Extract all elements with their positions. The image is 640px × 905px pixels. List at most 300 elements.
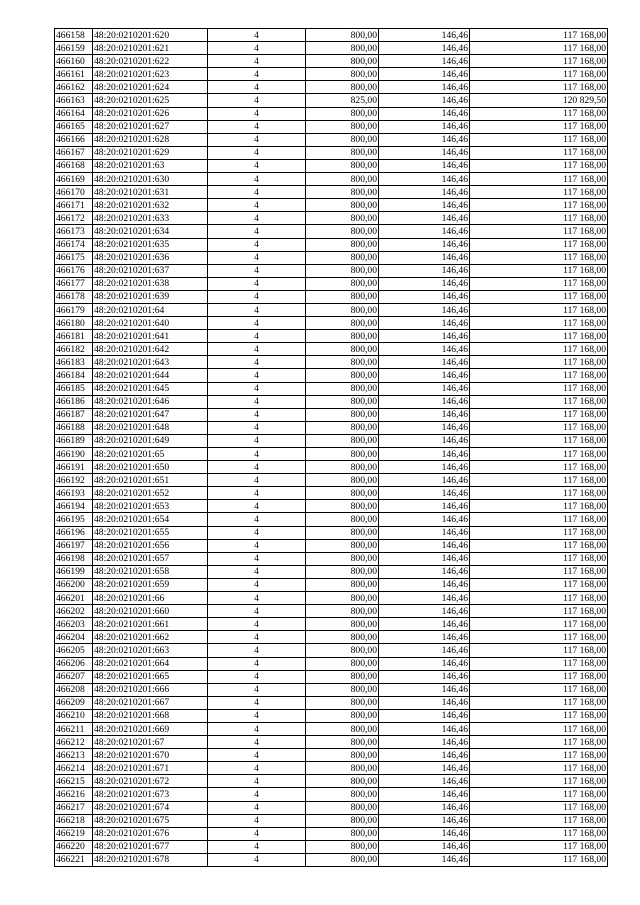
quantity-cell: 4 [208, 303, 306, 316]
table-row [55, 330, 608, 343]
value-cell: 117 168,00 [470, 238, 608, 251]
value-cell: 117 168,00 [470, 290, 608, 303]
table-row [55, 605, 608, 618]
quantity-cell: 4 [208, 578, 306, 591]
table-row [55, 487, 608, 500]
cadastral-number-cell: 48:20:0210201:624 [93, 81, 208, 94]
value-cell: 117 168,00 [470, 251, 608, 264]
table-row [55, 814, 608, 827]
table-row [55, 290, 608, 303]
rate-cell: 146,46 [379, 696, 470, 709]
cadastral-number-cell: 48:20:0210201:677 [93, 840, 208, 853]
area-cell: 800,00 [306, 631, 379, 644]
cadastral-number-cell: 48:20:0210201:673 [93, 788, 208, 801]
cadastral-value-table [54, 28, 608, 867]
area-cell: 800,00 [306, 814, 379, 827]
rate-cell: 146,46 [379, 722, 470, 735]
rate-cell: 146,46 [379, 618, 470, 631]
cadastral-number-cell: 48:20:0210201:658 [93, 565, 208, 578]
value-cell: 117 168,00 [470, 369, 608, 382]
area-cell: 800,00 [306, 29, 379, 42]
record-id-cell: 466209 [55, 696, 93, 709]
rate-cell: 146,46 [379, 212, 470, 225]
area-cell: 800,00 [306, 736, 379, 749]
area-cell: 800,00 [306, 356, 379, 369]
quantity-cell: 4 [208, 133, 306, 146]
quantity-cell: 4 [208, 212, 306, 225]
value-cell: 117 168,00 [470, 670, 608, 683]
area-cell: 800,00 [306, 264, 379, 277]
area-cell: 800,00 [306, 670, 379, 683]
quantity-cell: 4 [208, 277, 306, 290]
area-cell: 800,00 [306, 290, 379, 303]
quantity-cell: 4 [208, 644, 306, 657]
value-cell: 117 168,00 [470, 683, 608, 696]
rate-cell: 146,46 [379, 474, 470, 487]
value-cell: 117 168,00 [470, 644, 608, 657]
table-row [55, 657, 608, 670]
rate-cell: 146,46 [379, 68, 470, 81]
record-id-cell: 466194 [55, 500, 93, 513]
cadastral-number-cell: 48:20:0210201:63 [93, 159, 208, 172]
rate-cell: 146,46 [379, 277, 470, 290]
cadastral-number-cell: 48:20:0210201:650 [93, 461, 208, 474]
record-id-cell: 466203 [55, 618, 93, 631]
area-cell: 800,00 [306, 722, 379, 735]
value-cell: 117 168,00 [470, 853, 608, 866]
table-row [55, 107, 608, 120]
record-id-cell: 466195 [55, 513, 93, 526]
value-cell: 117 168,00 [470, 709, 608, 722]
cadastral-number-cell: 48:20:0210201:620 [93, 29, 208, 42]
quantity-cell: 4 [208, 853, 306, 866]
table-row [55, 474, 608, 487]
area-cell: 800,00 [306, 526, 379, 539]
table-row [55, 29, 608, 42]
quantity-cell: 4 [208, 565, 306, 578]
rate-cell: 146,46 [379, 238, 470, 251]
cadastral-number-cell: 48:20:0210201:654 [93, 513, 208, 526]
cadastral-number-cell: 48:20:0210201:630 [93, 173, 208, 186]
quantity-cell: 4 [208, 762, 306, 775]
value-cell: 117 168,00 [470, 120, 608, 133]
record-id-cell: 466204 [55, 631, 93, 644]
cadastral-number-cell: 48:20:0210201:626 [93, 107, 208, 120]
record-id-cell: 466210 [55, 709, 93, 722]
record-id-cell: 466190 [55, 448, 93, 461]
rate-cell: 146,46 [379, 827, 470, 840]
cadastral-number-cell: 48:20:0210201:621 [93, 42, 208, 55]
value-cell: 117 168,00 [470, 592, 608, 605]
rate-cell: 146,46 [379, 343, 470, 356]
cadastral-number-cell: 48:20:0210201:649 [93, 434, 208, 447]
table-row [55, 68, 608, 81]
area-cell: 800,00 [306, 186, 379, 199]
quantity-cell: 4 [208, 500, 306, 513]
record-id-cell: 466220 [55, 840, 93, 853]
cadastral-number-cell: 48:20:0210201:668 [93, 709, 208, 722]
quantity-cell: 4 [208, 225, 306, 238]
cadastral-number-cell: 48:20:0210201:634 [93, 225, 208, 238]
cadastral-number-cell: 48:20:0210201:663 [93, 644, 208, 657]
rate-cell: 146,46 [379, 814, 470, 827]
quantity-cell: 4 [208, 290, 306, 303]
area-cell: 800,00 [306, 343, 379, 356]
quantity-cell: 4 [208, 120, 306, 133]
quantity-cell: 4 [208, 55, 306, 68]
record-id-cell: 466214 [55, 762, 93, 775]
table-row [55, 565, 608, 578]
area-cell: 800,00 [306, 173, 379, 186]
record-id-cell: 466189 [55, 434, 93, 447]
rate-cell: 146,46 [379, 775, 470, 788]
quantity-cell: 4 [208, 317, 306, 330]
record-id-cell: 466158 [55, 29, 93, 42]
record-id-cell: 466213 [55, 749, 93, 762]
rate-cell: 146,46 [379, 251, 470, 264]
area-cell: 800,00 [306, 199, 379, 212]
record-id-cell: 466197 [55, 539, 93, 552]
area-cell: 800,00 [306, 317, 379, 330]
rate-cell: 146,46 [379, 749, 470, 762]
value-cell: 117 168,00 [470, 565, 608, 578]
rate-cell: 146,46 [379, 395, 470, 408]
value-cell: 117 168,00 [470, 343, 608, 356]
value-cell: 117 168,00 [470, 395, 608, 408]
quantity-cell: 4 [208, 68, 306, 81]
table-row [55, 238, 608, 251]
area-cell: 800,00 [306, 277, 379, 290]
quantity-cell: 4 [208, 552, 306, 565]
quantity-cell: 4 [208, 683, 306, 696]
record-id-cell: 466211 [55, 722, 93, 735]
area-cell: 800,00 [306, 330, 379, 343]
record-id-cell: 466191 [55, 461, 93, 474]
table-row [55, 421, 608, 434]
value-cell: 117 168,00 [470, 840, 608, 853]
cadastral-number-cell: 48:20:0210201:675 [93, 814, 208, 827]
area-cell: 800,00 [306, 696, 379, 709]
record-id-cell: 466172 [55, 212, 93, 225]
cadastral-number-cell: 48:20:0210201:656 [93, 539, 208, 552]
rate-cell: 146,46 [379, 853, 470, 866]
table-row [55, 159, 608, 172]
cadastral-number-cell: 48:20:0210201:657 [93, 552, 208, 565]
value-cell: 117 168,00 [470, 539, 608, 552]
table-row [55, 552, 608, 565]
record-id-cell: 466184 [55, 369, 93, 382]
table-row [55, 827, 608, 840]
quantity-cell: 4 [208, 199, 306, 212]
value-cell: 117 168,00 [470, 186, 608, 199]
value-cell: 117 168,00 [470, 173, 608, 186]
rate-cell: 146,46 [379, 421, 470, 434]
record-id-cell: 466161 [55, 68, 93, 81]
quantity-cell: 4 [208, 369, 306, 382]
table-row [55, 631, 608, 644]
cadastral-number-cell: 48:20:0210201:639 [93, 290, 208, 303]
value-cell: 117 168,00 [470, 199, 608, 212]
table-row [55, 683, 608, 696]
rate-cell: 146,46 [379, 159, 470, 172]
value-cell: 117 168,00 [470, 526, 608, 539]
record-id-cell: 466201 [55, 592, 93, 605]
record-id-cell: 466217 [55, 801, 93, 814]
area-cell: 800,00 [306, 212, 379, 225]
record-id-cell: 466199 [55, 565, 93, 578]
area-cell: 800,00 [306, 853, 379, 866]
record-id-cell: 466171 [55, 199, 93, 212]
area-cell: 800,00 [306, 107, 379, 120]
table-row [55, 212, 608, 225]
record-id-cell: 466208 [55, 683, 93, 696]
record-id-cell: 466188 [55, 421, 93, 434]
rate-cell: 146,46 [379, 186, 470, 199]
quantity-cell: 4 [208, 238, 306, 251]
record-id-cell: 466202 [55, 605, 93, 618]
value-cell: 117 168,00 [470, 356, 608, 369]
quantity-cell: 4 [208, 709, 306, 722]
rate-cell: 146,46 [379, 173, 470, 186]
cadastral-number-cell: 48:20:0210201:632 [93, 199, 208, 212]
quantity-cell: 4 [208, 42, 306, 55]
quantity-cell: 4 [208, 657, 306, 670]
record-id-cell: 466182 [55, 343, 93, 356]
rate-cell: 146,46 [379, 539, 470, 552]
value-cell: 117 168,00 [470, 578, 608, 591]
record-id-cell: 466174 [55, 238, 93, 251]
value-cell: 117 168,00 [470, 29, 608, 42]
cadastral-number-cell: 48:20:0210201:629 [93, 146, 208, 159]
area-cell: 800,00 [306, 788, 379, 801]
area-cell: 800,00 [306, 539, 379, 552]
value-cell: 120 829,50 [470, 94, 608, 107]
record-id-cell: 466215 [55, 775, 93, 788]
table-row [55, 343, 608, 356]
area-cell: 800,00 [306, 801, 379, 814]
table-row [55, 173, 608, 186]
table-row [55, 592, 608, 605]
value-cell: 117 168,00 [470, 408, 608, 421]
table-row [55, 788, 608, 801]
rate-cell: 146,46 [379, 840, 470, 853]
record-id-cell: 466193 [55, 487, 93, 500]
record-id-cell: 466219 [55, 827, 93, 840]
cadastral-number-cell: 48:20:0210201:628 [93, 133, 208, 146]
cadastral-number-cell: 48:20:0210201:643 [93, 356, 208, 369]
value-cell: 117 168,00 [470, 605, 608, 618]
cadastral-number-cell: 48:20:0210201:678 [93, 853, 208, 866]
quantity-cell: 4 [208, 618, 306, 631]
record-id-cell: 466173 [55, 225, 93, 238]
table-row [55, 722, 608, 735]
record-id-cell: 466176 [55, 264, 93, 277]
rate-cell: 146,46 [379, 199, 470, 212]
area-cell: 800,00 [306, 120, 379, 133]
rate-cell: 146,46 [379, 605, 470, 618]
rate-cell: 146,46 [379, 657, 470, 670]
cadastral-number-cell: 48:20:0210201:625 [93, 94, 208, 107]
record-id-cell: 466175 [55, 251, 93, 264]
area-cell: 800,00 [306, 159, 379, 172]
table-row [55, 500, 608, 513]
quantity-cell: 4 [208, 736, 306, 749]
value-cell: 117 168,00 [470, 618, 608, 631]
record-id-cell: 466198 [55, 552, 93, 565]
cadastral-number-cell: 48:20:0210201:631 [93, 186, 208, 199]
area-cell: 800,00 [306, 775, 379, 788]
table-row [55, 120, 608, 133]
rate-cell: 146,46 [379, 120, 470, 133]
record-id-cell: 466212 [55, 736, 93, 749]
record-id-cell: 466183 [55, 356, 93, 369]
quantity-cell: 4 [208, 146, 306, 159]
table-row [55, 199, 608, 212]
cadastral-number-cell: 48:20:0210201:676 [93, 827, 208, 840]
value-cell: 117 168,00 [470, 107, 608, 120]
cadastral-number-cell: 48:20:0210201:642 [93, 343, 208, 356]
table-row [55, 408, 608, 421]
area-cell: 800,00 [306, 448, 379, 461]
table-row [55, 775, 608, 788]
record-id-cell: 466200 [55, 578, 93, 591]
area-cell: 800,00 [306, 749, 379, 762]
value-cell: 117 168,00 [470, 500, 608, 513]
record-id-cell: 466165 [55, 120, 93, 133]
value-cell: 117 168,00 [470, 42, 608, 55]
table-row [55, 448, 608, 461]
cadastral-number-cell: 48:20:0210201:674 [93, 801, 208, 814]
rate-cell: 146,46 [379, 461, 470, 474]
rate-cell: 146,46 [379, 565, 470, 578]
record-id-cell: 466168 [55, 159, 93, 172]
table-row [55, 277, 608, 290]
quantity-cell: 4 [208, 814, 306, 827]
table-row [55, 303, 608, 316]
cadastral-number-cell: 48:20:0210201:664 [93, 657, 208, 670]
area-cell: 800,00 [306, 618, 379, 631]
record-id-cell: 466167 [55, 146, 93, 159]
quantity-cell: 4 [208, 526, 306, 539]
rate-cell: 146,46 [379, 709, 470, 722]
value-cell: 117 168,00 [470, 461, 608, 474]
value-cell: 117 168,00 [470, 277, 608, 290]
rate-cell: 146,46 [379, 107, 470, 120]
area-cell: 800,00 [306, 382, 379, 395]
table-row [55, 709, 608, 722]
value-cell: 117 168,00 [470, 775, 608, 788]
table-row [55, 317, 608, 330]
table-row [55, 618, 608, 631]
area-cell: 800,00 [306, 461, 379, 474]
area-cell: 800,00 [306, 513, 379, 526]
table-row [55, 225, 608, 238]
cadastral-number-cell: 48:20:0210201:669 [93, 722, 208, 735]
quantity-cell: 4 [208, 461, 306, 474]
quantity-cell: 4 [208, 592, 306, 605]
value-cell: 117 168,00 [470, 762, 608, 775]
record-id-cell: 466206 [55, 657, 93, 670]
value-cell: 117 168,00 [470, 133, 608, 146]
cadastral-number-cell: 48:20:0210201:651 [93, 474, 208, 487]
value-cell: 117 168,00 [470, 448, 608, 461]
value-cell: 117 168,00 [470, 421, 608, 434]
quantity-cell: 4 [208, 434, 306, 447]
value-cell: 117 168,00 [470, 788, 608, 801]
cadastral-number-cell: 48:20:0210201:64 [93, 303, 208, 316]
quantity-cell: 4 [208, 330, 306, 343]
quantity-cell: 4 [208, 722, 306, 735]
area-cell: 800,00 [306, 605, 379, 618]
area-cell: 800,00 [306, 474, 379, 487]
table-row [55, 146, 608, 159]
quantity-cell: 4 [208, 775, 306, 788]
rate-cell: 146,46 [379, 264, 470, 277]
record-id-cell: 466181 [55, 330, 93, 343]
value-cell: 117 168,00 [470, 552, 608, 565]
record-id-cell: 466164 [55, 107, 93, 120]
quantity-cell: 4 [208, 264, 306, 277]
table-row [55, 55, 608, 68]
cadastral-number-cell: 48:20:0210201:670 [93, 749, 208, 762]
quantity-cell: 4 [208, 827, 306, 840]
rate-cell: 146,46 [379, 448, 470, 461]
value-cell: 117 168,00 [470, 303, 608, 316]
table-row [55, 539, 608, 552]
table-row [55, 513, 608, 526]
value-cell: 117 168,00 [470, 146, 608, 159]
record-id-cell: 466170 [55, 186, 93, 199]
quantity-cell: 4 [208, 487, 306, 500]
table-row [55, 264, 608, 277]
area-cell: 800,00 [306, 500, 379, 513]
area-cell: 800,00 [306, 840, 379, 853]
value-cell: 117 168,00 [470, 68, 608, 81]
rate-cell: 146,46 [379, 55, 470, 68]
record-id-cell: 466218 [55, 814, 93, 827]
value-cell: 117 168,00 [470, 657, 608, 670]
cadastral-number-cell: 48:20:0210201:665 [93, 670, 208, 683]
cadastral-number-cell: 48:20:0210201:646 [93, 395, 208, 408]
area-cell: 800,00 [306, 408, 379, 421]
cadastral-number-cell: 48:20:0210201:662 [93, 631, 208, 644]
value-cell: 117 168,00 [470, 749, 608, 762]
table-row [55, 840, 608, 853]
rate-cell: 146,46 [379, 317, 470, 330]
table-row [55, 133, 608, 146]
value-cell: 117 168,00 [470, 736, 608, 749]
area-cell: 800,00 [306, 395, 379, 408]
quantity-cell: 4 [208, 605, 306, 618]
record-id-cell: 466162 [55, 81, 93, 94]
area-cell: 800,00 [306, 55, 379, 68]
rate-cell: 146,46 [379, 513, 470, 526]
table-row [55, 434, 608, 447]
record-id-cell: 466216 [55, 788, 93, 801]
rate-cell: 146,46 [379, 369, 470, 382]
table-row [55, 81, 608, 94]
value-cell: 117 168,00 [470, 801, 608, 814]
value-cell: 117 168,00 [470, 827, 608, 840]
quantity-cell: 4 [208, 382, 306, 395]
rate-cell: 146,46 [379, 487, 470, 500]
cadastral-number-cell: 48:20:0210201:659 [93, 578, 208, 591]
rate-cell: 146,46 [379, 592, 470, 605]
rate-cell: 146,46 [379, 631, 470, 644]
rate-cell: 146,46 [379, 788, 470, 801]
cadastral-number-cell: 48:20:0210201:647 [93, 408, 208, 421]
value-cell: 117 168,00 [470, 631, 608, 644]
